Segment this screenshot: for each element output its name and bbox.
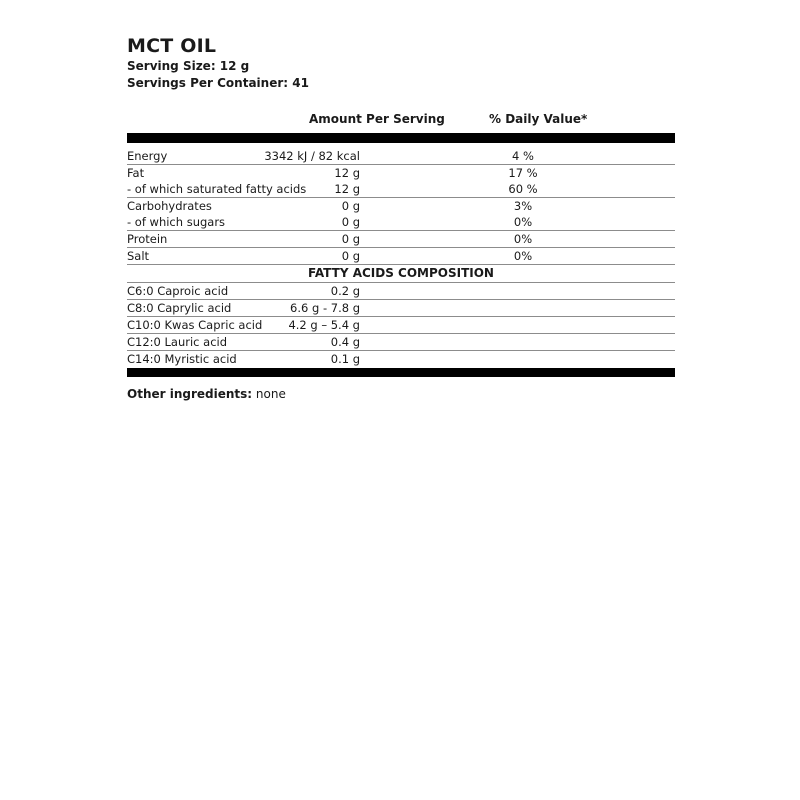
- fatty-acid-amount: 0.4 g: [330, 335, 360, 349]
- bottom-divider-bar: [127, 368, 675, 377]
- nutrient-daily-value: 0%: [513, 232, 533, 246]
- fatty-acid-row-myristic: [127, 351, 675, 367]
- nutrient-row-protein: [127, 231, 675, 248]
- servings-per-container: Servings Per Container: 41: [127, 76, 309, 90]
- fatty-acid-row-capric: [127, 317, 675, 334]
- nutrient-name: Carbohydrates: [127, 199, 212, 213]
- fatty-acid-amount: 0.1 g: [330, 352, 360, 366]
- fatty-acid-row-caprylic: [127, 300, 675, 317]
- serving-size: Serving Size: 12 g: [127, 59, 250, 73]
- fatty-acid-name: C8:0 Caprylic acid: [127, 301, 232, 315]
- nutrient-row-sugars: [127, 214, 675, 231]
- other-ingredients-value: none: [252, 387, 286, 401]
- nutrient-amount: 0 g: [341, 232, 360, 246]
- nutrient-daily-value: 17 %: [508, 166, 538, 180]
- nutrient-amount: 0 g: [341, 249, 360, 263]
- nutrient-amount: 0 g: [341, 199, 360, 213]
- column-headers: [127, 109, 675, 129]
- nutrient-name: Salt: [127, 249, 150, 263]
- fatty-acid-amount: 0.2 g: [330, 284, 360, 298]
- nutrient-row-fat: [127, 165, 675, 181]
- nutrient-amount: 3342 kJ / 82 kcal: [264, 149, 360, 163]
- header-daily-value: % Daily Value*: [489, 112, 588, 126]
- nutrient-row-salt: [127, 248, 675, 265]
- other-ingredients: [127, 386, 675, 402]
- nutrient-amount: 0 g: [341, 215, 360, 229]
- nutrient-name: Energy: [127, 149, 168, 163]
- nutrient-name: Fat: [127, 166, 145, 180]
- nutrient-daily-value: 60 %: [508, 182, 538, 196]
- header-amount-per-serving: Amount Per Serving: [309, 112, 445, 126]
- fatty-acid-name: C6:0 Caproic acid: [127, 284, 229, 298]
- nutrient-daily-value: 4 %: [512, 149, 534, 163]
- product-title: MCT OIL: [127, 35, 217, 57]
- nutrient-row-saturated-fat: [127, 181, 675, 198]
- nutrient-rows: [127, 148, 675, 367]
- fatty-acid-row-lauric: [127, 334, 675, 351]
- fatty-acids-heading: FATTY ACIDS COMPOSITION: [127, 265, 675, 283]
- fatty-acid-amount: 6.6 g - 7.8 g: [290, 301, 360, 315]
- fatty-acid-amount: 4.2 g – 5.4 g: [288, 318, 360, 332]
- nutrient-daily-value: 3%: [513, 199, 533, 213]
- fatty-acid-name: C14:0 Myristic acid: [127, 352, 237, 366]
- fatty-acid-name: C10:0 Kwas Capric acid: [127, 318, 263, 332]
- nutrition-label: [127, 34, 675, 414]
- fatty-acid-name: C12:0 Lauric acid: [127, 335, 228, 349]
- fatty-acid-row-caproic: [127, 283, 675, 300]
- top-divider-bar: [127, 133, 675, 143]
- nutrient-row-carbohydrates: [127, 198, 675, 214]
- nutrient-name: - of which saturated fatty acids: [127, 182, 307, 196]
- nutrient-daily-value: 0%: [513, 249, 533, 263]
- nutrient-daily-value: 0%: [513, 215, 533, 229]
- nutrient-row-energy: [127, 148, 675, 165]
- nutrient-amount: 12 g: [334, 166, 360, 180]
- nutrient-amount: 12 g: [334, 182, 360, 196]
- nutrient-name: - of which sugars: [127, 215, 226, 229]
- other-ingredients-label: Other ingredients:: [127, 387, 253, 401]
- nutrient-name: Protein: [127, 232, 168, 246]
